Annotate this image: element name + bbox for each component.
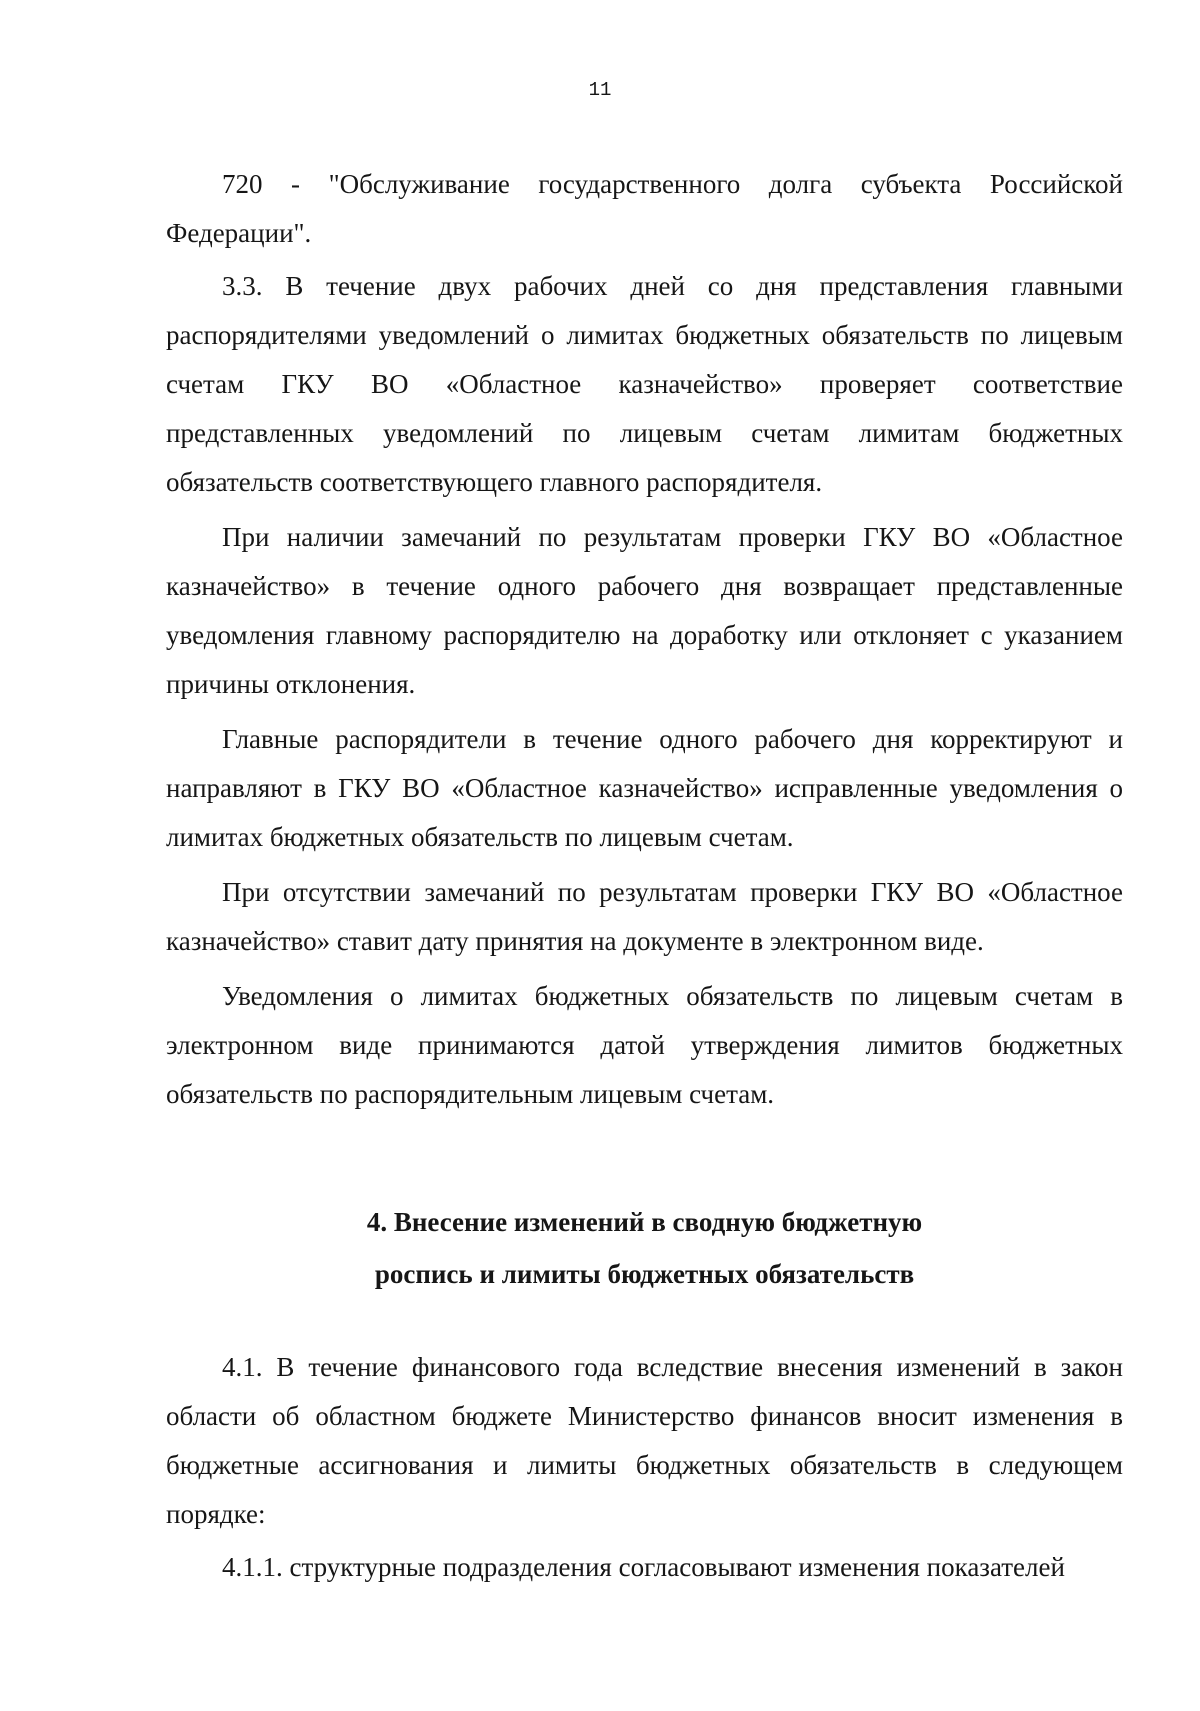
paragraph-3-3: 3.3. В течение двух рабочих дней со дня представления главными распорядителями уведомлений о лимитах бюджетных обязательств по лицевым счетам ГКУ ВО «Областное казначейство» проверяет соответствие представленных уведомлений по лицевым счетам лимитам бюджетных обязательств соответствующего главного распорядителя. — [166, 271, 1123, 497]
paragraph-720: 720 - "Обслуживание государственного долга субъекта Российской Федерации". — [166, 169, 1123, 248]
paragraph-no-remarks: При отсутствии замечаний по результатам проверки ГКУ ВО «Областное казначейство» ставит дату принятия на документе в электронном виде. — [166, 877, 1123, 956]
page-number: 11 — [588, 79, 612, 101]
paragraph-remarks: При наличии замечаний по результатам проверки ГКУ ВО «Областное казначейство» в течение одного рабочего дня возвращает представленные уведомления главному распорядителю на доработку или отклоняет с указанием причины отклонения. — [166, 522, 1123, 699]
text-block-section-4 — [166, 1343, 1123, 1592]
section-heading — [166, 1196, 1123, 1300]
paragraph-4-1-1: 4.1.1. структурные подразделения согласовывают изменения показателей — [222, 1552, 1065, 1582]
section-heading-line-1: 4. Внесение изменений в сводную бюджетную — [366, 1207, 923, 1237]
text-block-top — [166, 160, 1123, 258]
section-heading-line-2: роспись и лимиты бюджетных обязательств — [374, 1259, 915, 1289]
paragraph-corrections: Главные распорядители в течение одного рабочего дня корректируют и направляют в ГКУ ВО «Областное казначейство» исправленные уведомления о лимитах бюджетных обязательств по лицевым счетам. — [166, 724, 1123, 852]
paragraph-4-1: 4.1. В течение финансового года вследствие внесения изменений в закон области об областном бюджете Министерство финансов вносит изменения в бюджетные ассигнования и лимиты бюджетных обязательств в следующем порядке: — [166, 1352, 1123, 1529]
paragraph-acceptance: Уведомления о лимитах бюджетных обязательств по лицевым счетам в электронном виде принимаются датой утверждения лимитов бюджетных обязательств по распорядительным лицевым счетам. — [166, 981, 1123, 1109]
text-block-section-3-3 — [166, 262, 1123, 1119]
